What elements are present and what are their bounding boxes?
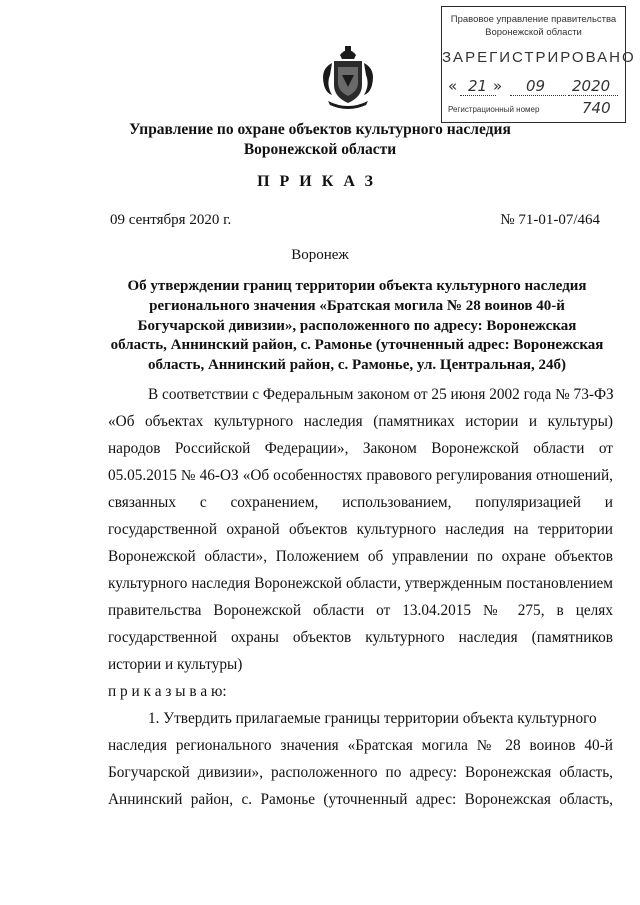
stamp-date-year: 2020 [572, 77, 611, 95]
body-line: народов Российской Федерации», Законом Воронежской области от [108, 440, 613, 457]
body-line: «Об объектах культурного наследия (памятниках истории и культуры) [108, 413, 613, 430]
order-verb: п р и к а з ы в а ю: [108, 683, 227, 700]
document-date: 09 сентября 2020 г. [110, 212, 232, 228]
body-line: правительства Воронежской области от 13.04.2015 № 275, в целях [108, 602, 613, 619]
body-line: 1. Утвердить прилагаемые границы территории объекта культурного [148, 710, 597, 727]
body-line: культурного наследия Воронежской области, утвержденным постановлением [108, 575, 613, 592]
issuer-org-line2: Воронежской области [243, 141, 397, 158]
body-line: государственной охраной объектов культурного наследия на территории [108, 521, 613, 538]
document-number: № 71-01-07/464 [500, 212, 600, 228]
coat-of-arms-icon [318, 45, 378, 111]
body-line: государственной охраны объектов культурного наследия (памятников [108, 629, 613, 646]
body-line: истории и культуры) [108, 656, 243, 673]
stamp-date-day: 21 [468, 77, 488, 95]
stamp-reg-number: 740 [582, 99, 611, 117]
body-line: связанных с сохранением, использованием, популяризацией и [108, 494, 613, 511]
stamp-date-month: 09 [526, 77, 546, 95]
stamp-authority-line2: Воронежской области [485, 27, 582, 38]
document-type: ПРИКАЗ [257, 173, 383, 190]
body-line: наследия регионального значения «Братская могила № 28 воинов 40-й [108, 737, 613, 754]
issuer-org-line1: Управление по охране объектов культурного наследия [129, 121, 511, 138]
body-line: Воронежской области», Положением об управлении по охране объектов [108, 548, 613, 565]
stamp-authority-line1: Правовое управление правительства [450, 14, 617, 25]
stamp-date: « 21 » 09 2020 [448, 77, 619, 97]
body-line: Аннинский район, с. Рамонье (уточненный адрес: Воронежская область, [108, 791, 613, 808]
stamp-reg-label: Регистрационный номер [448, 105, 540, 114]
body-line: Богучарской дивизии», расположенного по адресу: Воронежская область, [108, 764, 613, 781]
registration-stamp [441, 6, 636, 123]
body-line: В соответствии с Федеральным законом от 25 июня 2002 года № 73-ФЗ [148, 386, 614, 403]
document-title: Об утверждении границ территории объекта культурного наследия регионального значения «Братская могила № 28 воинов 40-й Богучарской дивизии», расположенного по адресу: Воронежская область, Аннинский район, с. Рамонье (уточненный адрес: Воронежская область, Аннинский район, с. Рамонье, ул. Центральная, 24б) [110, 278, 604, 374]
stamp-status: ЗАРЕГИСТРИРОВАНО [442, 49, 636, 66]
document-city: Воронеж [291, 247, 349, 263]
body-line: 05.05.2015 № 46-ОЗ «Об особенностях правового регулирования отношений, [108, 467, 613, 484]
